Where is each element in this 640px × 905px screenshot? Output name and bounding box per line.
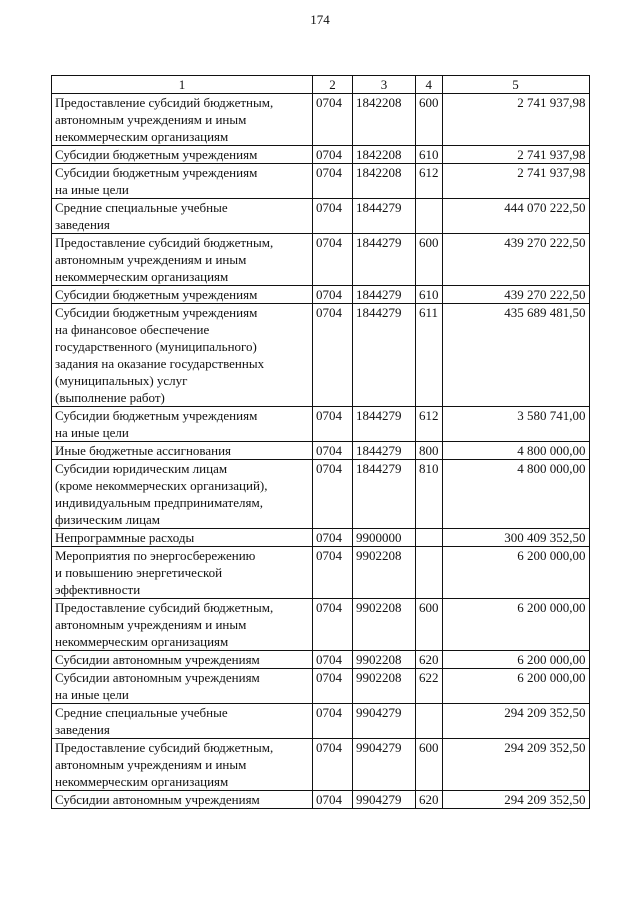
- budget-table: [51, 75, 590, 809]
- target-code-cell: 9904279: [353, 739, 416, 791]
- row-name-line: Субсидии бюджетным учреждениям: [55, 305, 258, 320]
- row-name-cell: [52, 199, 313, 234]
- table-row: [52, 599, 590, 651]
- row-name-line: Средние специальные учебные: [55, 705, 228, 720]
- amount-cell: 439 270 222,50: [442, 286, 589, 304]
- row-name-line: и повышению энергетической: [55, 565, 223, 580]
- row-name-line: индивидуальным предпринимателям,: [55, 495, 263, 510]
- row-name-cell: [52, 286, 313, 304]
- section-code-cell: 0704: [313, 199, 353, 234]
- table-row: [52, 739, 590, 791]
- amount-cell: 2 741 937,98: [442, 164, 589, 199]
- row-name-line: Предоставление субсидий бюджетным,: [55, 740, 274, 755]
- row-name-cell: [52, 442, 313, 460]
- target-code-cell: 1842208: [353, 164, 416, 199]
- expense-type-cell: 600: [416, 739, 443, 791]
- page-number: 174: [310, 12, 330, 27]
- target-code-cell: 1844279: [353, 442, 416, 460]
- expense-type-cell: 610: [416, 146, 443, 164]
- row-name-cell: [52, 547, 313, 599]
- section-code-cell: 0704: [313, 791, 353, 809]
- section-code-cell: 0704: [313, 547, 353, 599]
- table-row: [52, 791, 590, 809]
- row-name-line: (кроме некоммерческих организаций),: [55, 478, 268, 493]
- target-code-cell: 1844279: [353, 460, 416, 529]
- row-name-line: задания на оказание государственных: [55, 356, 265, 371]
- section-code-cell: 0704: [313, 460, 353, 529]
- row-name-line: эффективности: [55, 582, 141, 597]
- row-name-line: Субсидии бюджетным учреждениям: [55, 165, 258, 180]
- amount-cell: 2 741 937,98: [442, 94, 589, 146]
- target-code-cell: 1844279: [353, 304, 416, 407]
- expense-type-cell: 610: [416, 286, 443, 304]
- expense-type-cell: 810: [416, 460, 443, 529]
- row-name-line: Предоставление субсидий бюджетным,: [55, 95, 274, 110]
- row-name-cell: [52, 304, 313, 407]
- row-name-cell: [52, 704, 313, 739]
- table-row: [52, 234, 590, 286]
- row-name-line: Непрограммные расходы: [55, 530, 195, 545]
- section-code-cell: 0704: [313, 164, 353, 199]
- column-header: 4: [416, 76, 443, 94]
- section-code-cell: 0704: [313, 407, 353, 442]
- row-name-line: некоммерческим организациям: [55, 129, 229, 144]
- table-header-row: [52, 76, 590, 94]
- row-name-line: Предоставление субсидий бюджетным,: [55, 235, 274, 250]
- target-code-cell: 9902208: [353, 669, 416, 704]
- row-name-line: Субсидии бюджетным учреждениям: [55, 287, 258, 302]
- expense-type-cell: 622: [416, 669, 443, 704]
- row-name-line: автономным учреждениям и иным: [55, 757, 247, 772]
- expense-type-cell: 600: [416, 599, 443, 651]
- table-row: [52, 704, 590, 739]
- section-code-cell: 0704: [313, 234, 353, 286]
- expense-type-cell: [416, 704, 443, 739]
- table-row: [52, 651, 590, 669]
- row-name-line: (муниципальных) услуг: [55, 373, 188, 388]
- expense-type-cell: 620: [416, 651, 443, 669]
- row-name-line: Субсидии бюджетным учреждениям: [55, 147, 258, 162]
- row-name-line: автономным учреждениям и иным: [55, 112, 247, 127]
- table-row: [52, 304, 590, 407]
- table-row: [52, 146, 590, 164]
- row-name-cell: [52, 669, 313, 704]
- row-name-cell: [52, 407, 313, 442]
- expense-type-cell: 612: [416, 164, 443, 199]
- amount-cell: 4 800 000,00: [442, 442, 589, 460]
- section-code-cell: 0704: [313, 669, 353, 704]
- amount-cell: 4 800 000,00: [442, 460, 589, 529]
- row-name-line: Предоставление субсидий бюджетным,: [55, 600, 274, 615]
- row-name-line: автономным учреждениям и иным: [55, 617, 247, 632]
- row-name-line: физическим лицам: [55, 512, 161, 527]
- target-code-cell: 1842208: [353, 94, 416, 146]
- target-code-cell: 1844279: [353, 407, 416, 442]
- row-name-line: заведения: [55, 217, 110, 232]
- section-code-cell: 0704: [313, 146, 353, 164]
- expense-type-cell: 800: [416, 442, 443, 460]
- section-code-cell: 0704: [313, 529, 353, 547]
- target-code-cell: 1844279: [353, 199, 416, 234]
- section-code-cell: 0704: [313, 442, 353, 460]
- row-name-line: (выполнение работ): [55, 390, 165, 405]
- amount-cell: 6 200 000,00: [442, 669, 589, 704]
- target-code-cell: 9902208: [353, 547, 416, 599]
- table-row: [52, 547, 590, 599]
- row-name-line: Субсидии автономным учреждениям: [55, 792, 260, 807]
- expense-type-cell: [416, 547, 443, 599]
- row-name-cell: [52, 791, 313, 809]
- target-code-cell: 1844279: [353, 234, 416, 286]
- table-row: [52, 442, 590, 460]
- row-name-line: некоммерческим организациям: [55, 269, 229, 284]
- row-name-cell: [52, 599, 313, 651]
- row-name-line: на иные цели: [55, 182, 129, 197]
- table-row: [52, 286, 590, 304]
- amount-cell: 300 409 352,50: [442, 529, 589, 547]
- expense-type-cell: 612: [416, 407, 443, 442]
- target-code-cell: 9904279: [353, 791, 416, 809]
- target-code-cell: 1842208: [353, 146, 416, 164]
- section-code-cell: 0704: [313, 94, 353, 146]
- row-name-line: на иные цели: [55, 687, 129, 702]
- target-code-cell: 9902208: [353, 599, 416, 651]
- target-code-cell: 9904279: [353, 704, 416, 739]
- row-name-line: некоммерческим организациям: [55, 634, 229, 649]
- expense-type-cell: 600: [416, 94, 443, 146]
- amount-cell: 439 270 222,50: [442, 234, 589, 286]
- section-code-cell: 0704: [313, 286, 353, 304]
- section-code-cell: 0704: [313, 739, 353, 791]
- amount-cell: 444 070 222,50: [442, 199, 589, 234]
- table-row: [52, 669, 590, 704]
- column-header: 2: [313, 76, 353, 94]
- row-name-line: на иные цели: [55, 425, 129, 440]
- expense-type-cell: 620: [416, 791, 443, 809]
- expense-type-cell: 600: [416, 234, 443, 286]
- row-name-line: Субсидии бюджетным учреждениям: [55, 408, 258, 423]
- row-name-line: Средние специальные учебные: [55, 200, 228, 215]
- expense-type-cell: [416, 199, 443, 234]
- table-row: [52, 94, 590, 146]
- target-code-cell: 1844279: [353, 286, 416, 304]
- row-name-line: Иные бюджетные ассигнования: [55, 443, 232, 458]
- amount-cell: 2 741 937,98: [442, 146, 589, 164]
- expense-type-cell: [416, 529, 443, 547]
- row-name-line: некоммерческим организациям: [55, 774, 229, 789]
- row-name-line: государственного (муниципального): [55, 339, 257, 354]
- target-code-cell: 9902208: [353, 651, 416, 669]
- row-name-line: Субсидии автономным учреждениям: [55, 670, 260, 685]
- row-name-cell: [52, 529, 313, 547]
- row-name-line: на финансовое обеспечение: [55, 322, 210, 337]
- amount-cell: 435 689 481,50: [442, 304, 589, 407]
- table-row: [52, 529, 590, 547]
- column-header: 1: [52, 76, 313, 94]
- table-row: [52, 164, 590, 199]
- amount-cell: 294 209 352,50: [442, 704, 589, 739]
- row-name-line: Мероприятия по энергосбережению: [55, 548, 256, 563]
- row-name-line: заведения: [55, 722, 110, 737]
- section-code-cell: 0704: [313, 704, 353, 739]
- amount-cell: 6 200 000,00: [442, 599, 589, 651]
- row-name-line: автономным учреждениям и иным: [55, 252, 247, 267]
- row-name-cell: [52, 460, 313, 529]
- amount-cell: 3 580 741,00: [442, 407, 589, 442]
- row-name-cell: [52, 164, 313, 199]
- row-name-line: Субсидии юридическим лицам: [55, 461, 228, 476]
- section-code-cell: 0704: [313, 304, 353, 407]
- amount-cell: 294 209 352,50: [442, 791, 589, 809]
- amount-cell: 6 200 000,00: [442, 547, 589, 599]
- section-code-cell: 0704: [313, 599, 353, 651]
- target-code-cell: 9900000: [353, 529, 416, 547]
- row-name-cell: [52, 146, 313, 164]
- amount-cell: 6 200 000,00: [442, 651, 589, 669]
- table-row: [52, 407, 590, 442]
- section-code-cell: 0704: [313, 651, 353, 669]
- row-name-cell: [52, 94, 313, 146]
- row-name-cell: [52, 234, 313, 286]
- column-header: 3: [353, 76, 416, 94]
- row-name-cell: [52, 739, 313, 791]
- table-row: [52, 199, 590, 234]
- row-name-line: Субсидии автономным учреждениям: [55, 652, 260, 667]
- column-header: 5: [442, 76, 589, 94]
- amount-cell: 294 209 352,50: [442, 739, 589, 791]
- expense-type-cell: 611: [416, 304, 443, 407]
- row-name-cell: [52, 651, 313, 669]
- table-row: [52, 460, 590, 529]
